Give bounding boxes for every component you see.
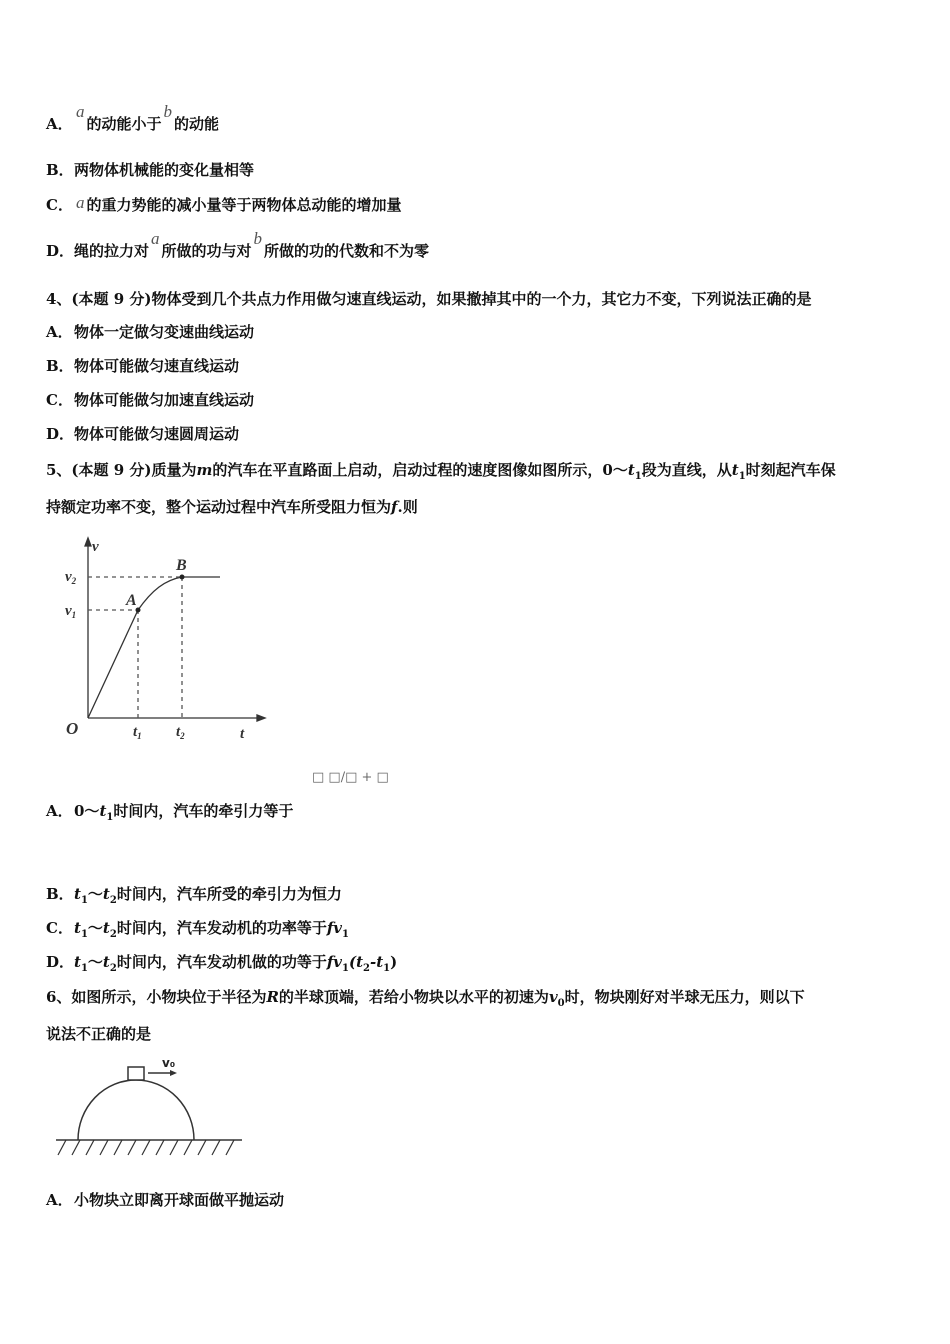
y-axis-arrow	[85, 538, 91, 546]
q5-stem-line2: 持额定功率不变，整个运动过程中汽车所受阻力恒为f.则	[46, 498, 418, 516]
q3-option-d: D．绳的拉力对a所做的功与对b所做的功的代数和不为零	[46, 229, 430, 260]
t2-label: $t_2$	[176, 724, 185, 741]
q6-stem-line2: 说法不正确的是	[46, 1025, 152, 1043]
hemisphere-arc	[78, 1080, 194, 1140]
x-axis-arrow	[257, 715, 265, 721]
q5-option-b: B．$t_1\sim t_2$时间内，汽车所受的牵引力为恒力	[46, 885, 342, 906]
q5-option-a: A．$0\sim t_1$时间内，汽车的牵引力等于	[46, 802, 294, 823]
q5-option-d: D．$t_1\sim t_2$时间内，汽车发动机做的功等于$fv_1(t_2-t_1)$	[46, 953, 398, 974]
point-b-dot	[180, 575, 185, 580]
point-b-label: B	[176, 557, 187, 574]
q4-option-d: D．物体可能做匀速圆周运动	[46, 425, 240, 443]
q3-option-a: A．a的动能小于b的动能	[46, 102, 220, 133]
q3-option-c: C． a 的重力势能的减小量等于两物体总动能的增加量	[46, 193, 402, 214]
small-block	[128, 1067, 144, 1080]
point-a-label: A	[126, 592, 137, 609]
q6-stem-line1: 6、如图所示，小物块位于半径为R的半球顶端，若给小物块以水平的初速为$v_0$时，物块刚好对半球无压力，则以下	[46, 988, 805, 1009]
ground-hatching	[58, 1140, 234, 1155]
q5-stem-line1: 5、(本题 9 分)质量为m的汽车在平直路面上启动，启动过程的速度图像如图所示，$0\sim t_1$段为直线，从$t_1$时刻起汽车保	[46, 461, 836, 482]
q6-option-a: A．小物块立即离开球面做平抛运动	[46, 1191, 285, 1209]
v1-label: $v_1$	[65, 603, 77, 620]
q5-option-c: C．$t_1\sim t_2$时间内，汽车发动机的功率等于$fv_1$	[46, 919, 349, 940]
q4-option-a: A．物体一定做匀变速曲线运动	[46, 323, 255, 341]
velocity-time-graph	[60, 535, 280, 750]
q4-option-c: C．物体可能做匀加速直线运动	[46, 391, 255, 409]
curve-segment	[138, 577, 220, 610]
q5-option-a-formula: □ □/□ + □	[312, 770, 389, 785]
q4-option-b: B．物体可能做匀速直线运动	[46, 357, 240, 375]
linear-segment	[88, 610, 138, 718]
origin-label: O	[66, 719, 79, 738]
q3-option-b: B．两物体机械能的变化量相等	[46, 161, 255, 179]
q4-stem: 4、(本题 9 分)物体受到几个共点力作用做匀速直线运动，如果撤掉其中的一个力，其它力不变，下列说法正确的是	[46, 290, 812, 308]
v2-label: $v_2$	[65, 569, 77, 586]
t1-label: $t_1$	[133, 724, 142, 741]
velocity-arrowhead	[170, 1070, 177, 1076]
x-axis-label: t	[240, 726, 245, 742]
velocity-label: v₀	[162, 1056, 176, 1070]
hemisphere-figure	[46, 1055, 246, 1165]
y-axis-label: v	[92, 539, 99, 555]
